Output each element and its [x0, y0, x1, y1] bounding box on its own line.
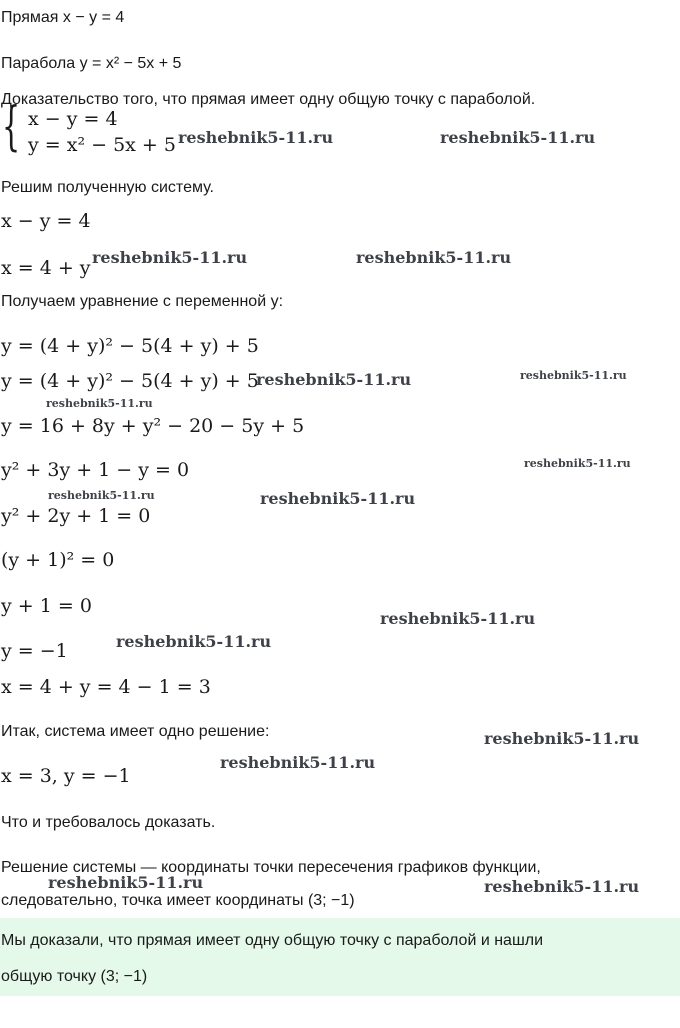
watermark: reshebnik5-11.ru [48, 873, 204, 892]
line-solve-system: Решим полученную систему. [1, 179, 214, 196]
eq-x-minus-y: x − y = 4 [1, 210, 91, 232]
system-eq-2: y = x² − 5x + 5 [28, 134, 176, 156]
eq-x-equals: x = 4 + y [1, 257, 91, 279]
watermark: reshebnik5-11.ru [484, 877, 640, 896]
system-brace: { [2, 97, 21, 157]
watermark: reshebnik5-11.ru [256, 370, 412, 389]
line-one-solution: Итак, система имеет одно решение: [1, 723, 270, 740]
result-line-1: Мы доказали, что прямая имеет одну общую точку с параболой и нашли [1, 932, 544, 949]
watermark: reshebnik5-11.ru [220, 753, 376, 772]
line-line: Прямая x − y = 4 [1, 9, 125, 26]
eq-x-value: x = 4 + y = 4 − 1 = 3 [1, 676, 211, 698]
result-line-2: общую точку (3; −1) [1, 968, 148, 985]
eq-substitution-2: y = (4 + y)² − 5(4 + y) + 5 [1, 370, 259, 392]
result-highlight [0, 918, 680, 996]
eq-collect: y² + 3y + 1 − y = 0 [1, 459, 190, 481]
watermark: reshebnik5-11.ru [178, 128, 334, 147]
watermark: reshebnik5-11.ru [356, 248, 512, 267]
line-conclusion-2: следовательно, точка имеет координаты (3; −1) [1, 892, 355, 909]
watermark: reshebnik5-11.ru [380, 609, 536, 628]
watermark: reshebnik5-11.ru [440, 128, 596, 147]
watermark: reshebnik5-11.ru [260, 489, 416, 508]
eq-quadratic: y² + 2y + 1 = 0 [1, 505, 151, 527]
eq-substitution-1: y = (4 + y)² − 5(4 + y) + 5 [1, 335, 259, 357]
watermark: reshebnik5-11.ru [484, 729, 640, 748]
line-conclusion-1: Решение системы — координаты точки пересечения графиков функции, [1, 859, 541, 876]
line-qed: Что и требовалось доказать. [1, 814, 216, 831]
line-proof-heading: Доказательство того, что прямая имеет одну общую точку с параболой. [1, 91, 536, 108]
watermark: reshebnik5-11.ru [46, 397, 153, 410]
eq-y-value: y = −1 [1, 640, 68, 662]
eq-solution: x = 3, y = −1 [1, 765, 131, 787]
watermark: reshebnik5-11.ru [48, 489, 155, 502]
watermark: reshebnik5-11.ru [524, 457, 631, 470]
watermark: reshebnik5-11.ru [520, 369, 627, 382]
eq-linear: y + 1 = 0 [1, 595, 92, 617]
line-parabola: Парабола y = x² − 5x + 5 [1, 55, 182, 72]
watermark: reshebnik5-11.ru [116, 632, 272, 651]
system-eq-1: x − y = 4 [28, 108, 118, 130]
eq-expanded: y = 16 + 8y + y² − 20 − 5y + 5 [1, 415, 305, 437]
line-get-equation: Получаем уравнение с переменной y: [1, 293, 284, 310]
watermark: reshebnik5-11.ru [92, 248, 248, 267]
eq-square: (y + 1)² = 0 [1, 549, 115, 571]
